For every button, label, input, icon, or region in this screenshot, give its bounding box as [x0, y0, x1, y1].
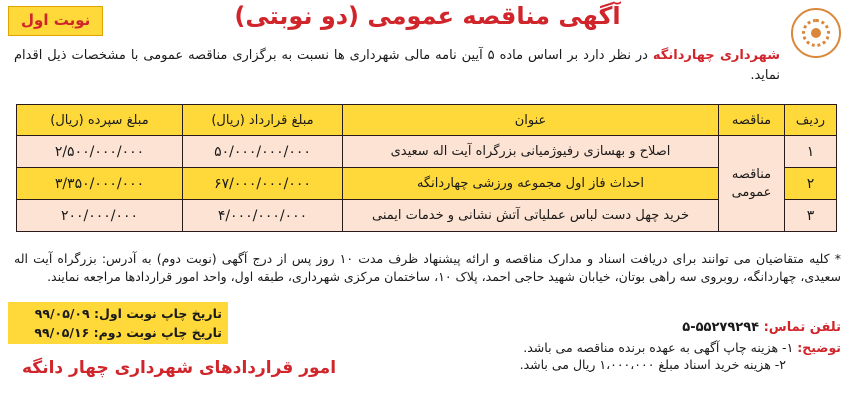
row-title: اصلاح و بهسازی رفیوژمیانی بزرگراه آیت اله سعیدی: [343, 136, 719, 168]
first-print-date: تاریخ چاپ نوبت اول: ۹۹/۰۵/۰۹: [34, 306, 222, 321]
row-contract-amount: ۶۷/۰۰۰/۰۰۰/۰۰۰: [183, 168, 343, 200]
note-text: ۱- هزینه چاپ آگهی به عهده برنده مناقصه می باشد.: [523, 340, 794, 355]
row-deposit-amount: ۳/۳۵۰/۰۰۰/۰۰۰: [17, 168, 183, 200]
table-header-row: [17, 105, 837, 136]
notes-label: توضیح:: [797, 340, 841, 355]
instructions-paragraph: * کلیه متقاضیان می توانند برای دریافت اسناد و مدارک مناقصه و ارائه پیشنهاد ظرف مدت ۱۰ روز پس از درج آگهی (نوبت دوم) به آدرس: بزرگراه آیت اله سعیدی، چهاردانگه، روبروی سه راهی بوتان، خیابان شهید حاجی احمد، پلاک ۱۰، ساختمان مرکزی شهرداری، طبقه اول، واحد امور قراردادها مراجعه نمایند.: [14, 251, 841, 284]
header-row-number: ردیف: [785, 105, 837, 136]
row-contract-amount: ۴/۰۰۰/۰۰۰/۰۰۰: [183, 200, 343, 232]
table-row: [17, 168, 837, 200]
print-dates-box: [8, 302, 228, 344]
municipality-logo-icon: [791, 8, 841, 58]
round-badge: نوبت اول: [8, 6, 103, 36]
row-number: ۳: [785, 200, 837, 232]
contact-phone: [682, 320, 841, 335]
contact-label: تلفن تماس:: [763, 320, 841, 335]
row-deposit-amount: ۲/۵۰۰/۰۰۰/۰۰۰: [17, 136, 183, 168]
header-tender: مناقصه: [719, 105, 785, 136]
signature: امور قراردادهای شهرداری چهار دانگه: [22, 358, 337, 378]
tender-table: [16, 104, 837, 232]
table-row: [17, 136, 837, 168]
intro-text: در نظر دارد بر اساس ماده ۵ آیین نامه مالی شهرداری ها نسبت به برگزاری مناقصه عمومی با مشخصات ذیل اقدام نماید.: [14, 48, 780, 83]
row-title: خرید چهل دست لباس عملیاتی آتش نشانی و خدمات ایمنی: [343, 200, 719, 232]
header-title: عنوان: [343, 105, 719, 136]
header-contract-amount: مبلغ قرارداد (ریال): [183, 105, 343, 136]
note-item: [520, 339, 841, 356]
row-title: احداث فاز اول مجموعه ورزشی چهاردانگه: [343, 168, 719, 200]
table-row: [17, 200, 837, 232]
org-name: شهرداری چهاردانگه: [652, 48, 780, 63]
second-print-date: تاریخ چاپ نوبت دوم: ۹۹/۰۵/۱۶: [34, 325, 222, 340]
contact-number: ۵۵۲۷۹۲۹۴-۵: [682, 320, 760, 335]
tender-method: مناقصه عمومی: [719, 136, 785, 232]
intro-paragraph: [14, 46, 780, 86]
header-deposit-amount: مبلغ سپرده (ریال): [17, 105, 183, 136]
note-item: ۲- هزینه خرید اسناد مبلغ ۱،۰۰۰،۰۰۰ ریال می باشد.: [519, 357, 786, 372]
row-deposit-amount: ۲۰۰/۰۰۰/۰۰۰: [17, 200, 183, 232]
notice-title: آگهی مناقصه عمومی (دو نوبتی): [234, 2, 621, 30]
row-number: ۲: [785, 168, 837, 200]
row-number: ۱: [785, 136, 837, 168]
notes-section: [520, 339, 841, 373]
row-contract-amount: ۵۰/۰۰۰/۰۰۰/۰۰۰: [183, 136, 343, 168]
